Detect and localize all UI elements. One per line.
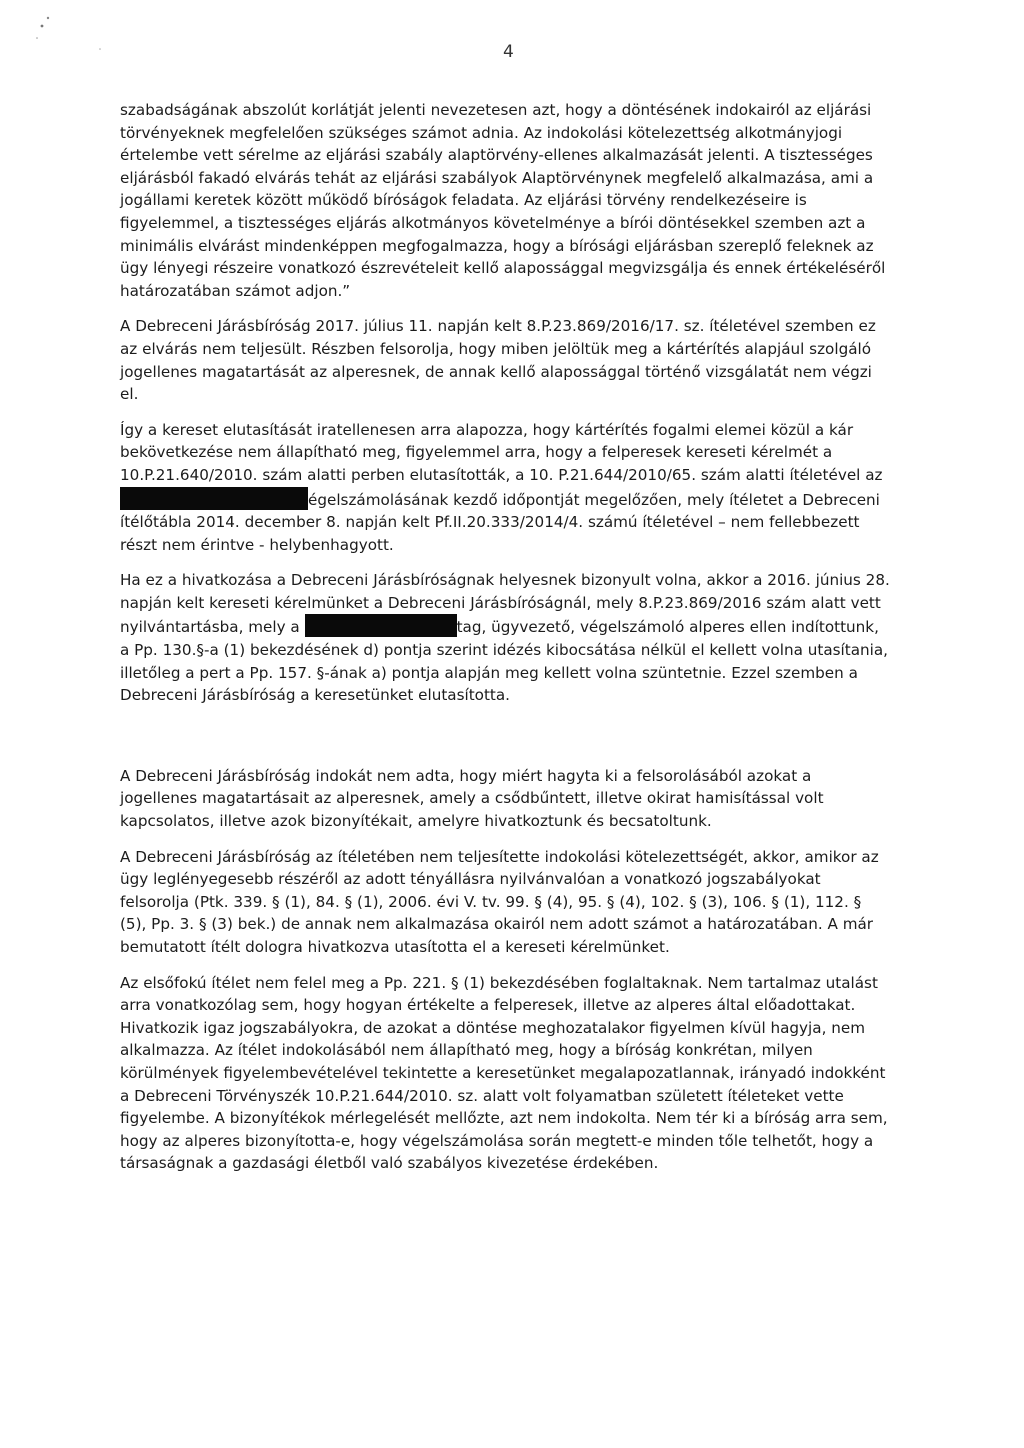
scan-speck-marks [28, 12, 108, 62]
paragraph-quote-continuation: szabadságának abszolút korlátját jelenti nevezetesen azt, hogy a döntésének indokairól az eljárási törvényeknek megfelelően szükséges számot adnia. Az indokolási kötelezettség alkotmányjogi értelembe vett sérelme az eljárási szabály alaptörvény-ellenes alkalmazását jelenti. A tisztességes eljárásból fakadó elvárás tehát az eljárási szabályok Alaptörvénynek megfelelő alkalmazása, ami a jogállami keretek között működő bíróságok feladata. Az eljárási törvény rendelkezéseire is figyelemmel, a tisztességes eljárás alkotmányos követelménye a bírói döntésekkel szemben azt a minimális elvárást mindenképpen megfogalmazza, hogy a bírósági eljárásban szereplő feleknek az ügy lényegi részeire vonatkozó észrevételeit kellő alapossággal megvizsgálja és ennek értékeléséről határozatában számot adjon.” [120, 101, 886, 300]
paragraph-hypothetical-continuation: tag, ügyvezető, végelszámoló alperes ellen indítottunk, a Pp. 130.§-a (1) bekezdésének d) pontja szerint idézés kibocsátása nélkül el kellett volna utasítania, illetőleg a pert a Pp. 157. §-ának a) pontja alapján meg kellett volna szüntetnie. Ezzel szemben a Debreceni Járásbíróság a keresetünket elutasította. [120, 618, 889, 705]
paragraph-dismissal-basis [120, 419, 892, 557]
redaction-bar [120, 487, 308, 510]
paragraph-reasoning-obligation: A Debreceni Járásbíróság az ítéletében nem teljesítette indokolási kötelezettségét, akkor, amikor az ügy leglényegesebb részéről az adott tényállásra nyilvánvalóan a vonatkozó jogszabályokat felsorolja (Ptk. 339. § (1), 84. § (1), 2006. évi V. tv. 99. § (4), 95. § (4), 102. § (3), 106. § (1), 112. § (5), Pp. 3. § (3) bek.) de annak nem alkalmazása okairól nem adott számot a határozatában. A már bemutatott ítélt dologra hivatkozva utasította el a kereseti kérelmünket. [120, 847, 879, 956]
paragraph-dismissal-ending: ítélőtábla 2014. december 8. napján kelt Pf.II.20.333/2014/4. számú ítéletével – nem fellebbezett részt nem érintve - helybenhagyott. [120, 513, 860, 554]
paragraph-hypothetical [120, 569, 892, 707]
paragraph-dismissal-continuation: égelszámolásának kezdő időpontját megelőzően, mely ítéletet a Debreceni [308, 490, 880, 509]
paragraph-judgment-reference: A Debreceni Járásbíróság 2017. július 11. napján kelt 8.P.23.869/2016/17. sz. ítéletével szemben ez az elvárás nem teljesült. Részben felsorolja, hogy miben jelöltük meg a kártérítés alapjául szolgáló jogellenes magatartását az alperesnek, de annak kellő alapossággal történő vizsgálatát nem végzi el. [120, 317, 876, 404]
paragraph-first-instance-judgment: Az elsőfokú ítélet nem felel meg a Pp. 221. § (1) bekezdésében foglaltaknak. Nem tartalmaz utalást arra vonatkozólag sem, hogy hogyan értékelte a felperesek, illetve az alperes által előadottakat. Hivatkozik igaz jogszabályokra, de azokat a döntése meghozatalakor figyelmen kívül hagyja, nem alkalmazza. Az ítélet indokolásából nem állapítható meg, hogy a bíróság konkrétan, milyen körülmények figyelembevételével tekintette a keresetünket megalapozatlannak, irányadó indokként a Debreceni Törvényszék 10.P.21.644/2010. sz. alatt volt folyamatban született ítéleteket vette figyelembe. A bizonyítékok mérlegelését mellőzte, azt nem indokolta. Nem tér ki a bíróság arra sem, hogy az alperes bizonyította-e, hogy végelszámolása során megtett-e minden tőle telhetőt, hogy a társaságnak a gazdasági életből való szabályos kivezetése érdekében. [120, 973, 888, 1173]
paragraph-dismissal-text: Így a kereset elutasítását iratellenesen arra alapozza, hogy kártérítés fogalmi elemei közül a kár bekövetkezése nem állapítható meg, figyelemmel arra, hogy a felperesek kereseti kérelmét a 10.P.21.640/2010. szám alatti perben elutasították, a 10. P.21.644/2010/65. szám alatti ítéletével az [120, 420, 883, 484]
paragraph-hypothetical-text: Ha ez a hivatkozása a Debreceni Járásbíróságnak helyesnek bizonyult volna, akkor a 2016. június 28. napján kelt kereseti kérelmünket a Debreceni Járásbíróságnál, mely 8.P.23.869/2016 szám alatt vett nyilvántartásba, mely a [120, 571, 890, 637]
paragraph-missing-reasoning: A Debreceni Járásbíróság indokát nem adta, hogy miért hagyta ki a felsorolásából azokat a jogellenes magatartásait az alperesnek, amely a csődbűntett, illetve okirat hamisítással volt kapcsolatos, illetve azok bizonyítékait, amelyre hivatkoztunk és becsatoltunk. [120, 766, 824, 831]
document-body [120, 99, 892, 1175]
page-number: 4 [503, 42, 514, 62]
redaction-bar-name [305, 614, 457, 637]
